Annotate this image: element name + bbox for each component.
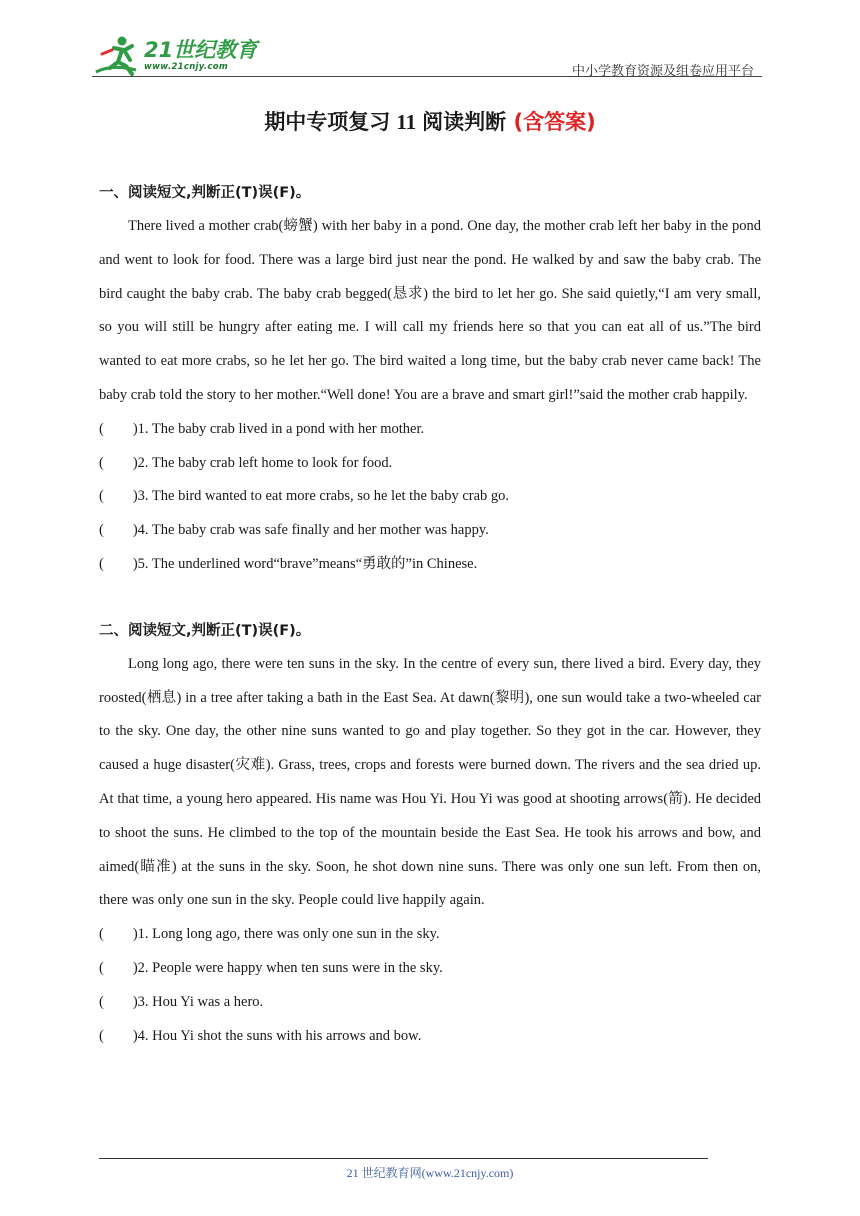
question-item: ( )3. Hou Yi was a hero. [99,993,264,1010]
section-2 [99,614,761,1054]
logo-url: www.21cnjy.com [144,62,228,72]
section-1 [99,176,761,582]
reading-passage: Long long ago, there were ten suns in the sky. In the centre of every sun, there lived a bird. Every day, they roosted(栖息) in a tree after taking a bath in the East Sea. At dawn(黎明), one sun would take a two-wheeled car to the sky. One day, the other nine suns wanted to go and play together. So they got in the car. However, they caused a huge disaster(灾难). Grass, trees, crops and forests were burned down. The rivers and the sea dried up. At that time, a young hero appeared. His name was Hou Yi. Hou Yi was good at shooting arrows(箭). He decided to shoot the suns. He climbed to the top of the mountain beside the East Sea. He took his arrows and bow, and aimed(瞄准) at the suns in the sky. Soon, he shot down nine suns. There was only one sun left. From then on, there was only one sun in the sky. People could live happily again. [99,655,761,909]
exercise-content [99,176,761,1053]
section-heading: 一、阅读短文,判断正(T)误(F)。 [99,185,311,201]
question-item: ( )1. The baby crab lived in a pond with her mother. [99,420,425,437]
title-suffix: 阅读判断 [422,110,507,134]
question-item: ( )2. The baby crab left home to look for food. [99,454,393,471]
question-item: ( )1. Long long ago, there was only one sun in the sky. [99,926,440,943]
title-number: 11 [396,110,417,134]
question-item: ( )5. The underlined word“brave”means“勇敢的”in Chinese. [99,555,478,572]
question-item: ( )3. The bird wanted to eat more crabs, so he let the baby crab go. [99,488,510,505]
page-title [0,106,860,136]
platform-label: 中小学教育资源及组卷应用平台 [571,64,754,79]
title-answer-note: (含答案) [513,110,596,134]
question-item: ( )2. People were happy when ten suns were in the sky. [99,959,443,976]
header-divider [92,76,762,77]
page-header [92,30,760,80]
title-prefix: 期中专项复习 [264,110,391,134]
question-item: ( )4. The baby crab was safe finally and her mother was happy. [99,522,489,539]
reading-passage: There lived a mother crab(螃蟹) with her baby in a pond. One day, the mother crab left her baby in the pond and went to look for food. There was a large bird just near the pond. He walked by and saw the baby crab. The bird caught the baby crab. The baby crab begged(恳求) the bird to let her go. She said quietly,“I am very small, so you will still be hungry after eating me. I will call my friends here so that you can eat all of us.”The bird wanted to eat more crabs, so he let her go. The bird waited a long time, but the baby crab never came back! The baby crab told the story to her mother.“Well done! You are a brave and smart girl!”said the mother crab happily. [99,218,761,403]
runner-logo-icon [92,34,144,78]
footer-text: 21 世纪教育网(www.21cnjy.com) [346,1166,514,1180]
footer-divider [99,1158,708,1159]
question-item: ( )4. Hou Yi shot the suns with his arrows and bow. [99,1027,422,1044]
logo [92,34,262,78]
logo-text: 21世纪教育 [144,38,258,62]
section-heading: 二、阅读短文,判断正(T)误(F)。 [99,622,311,639]
section-spacer [99,582,761,614]
